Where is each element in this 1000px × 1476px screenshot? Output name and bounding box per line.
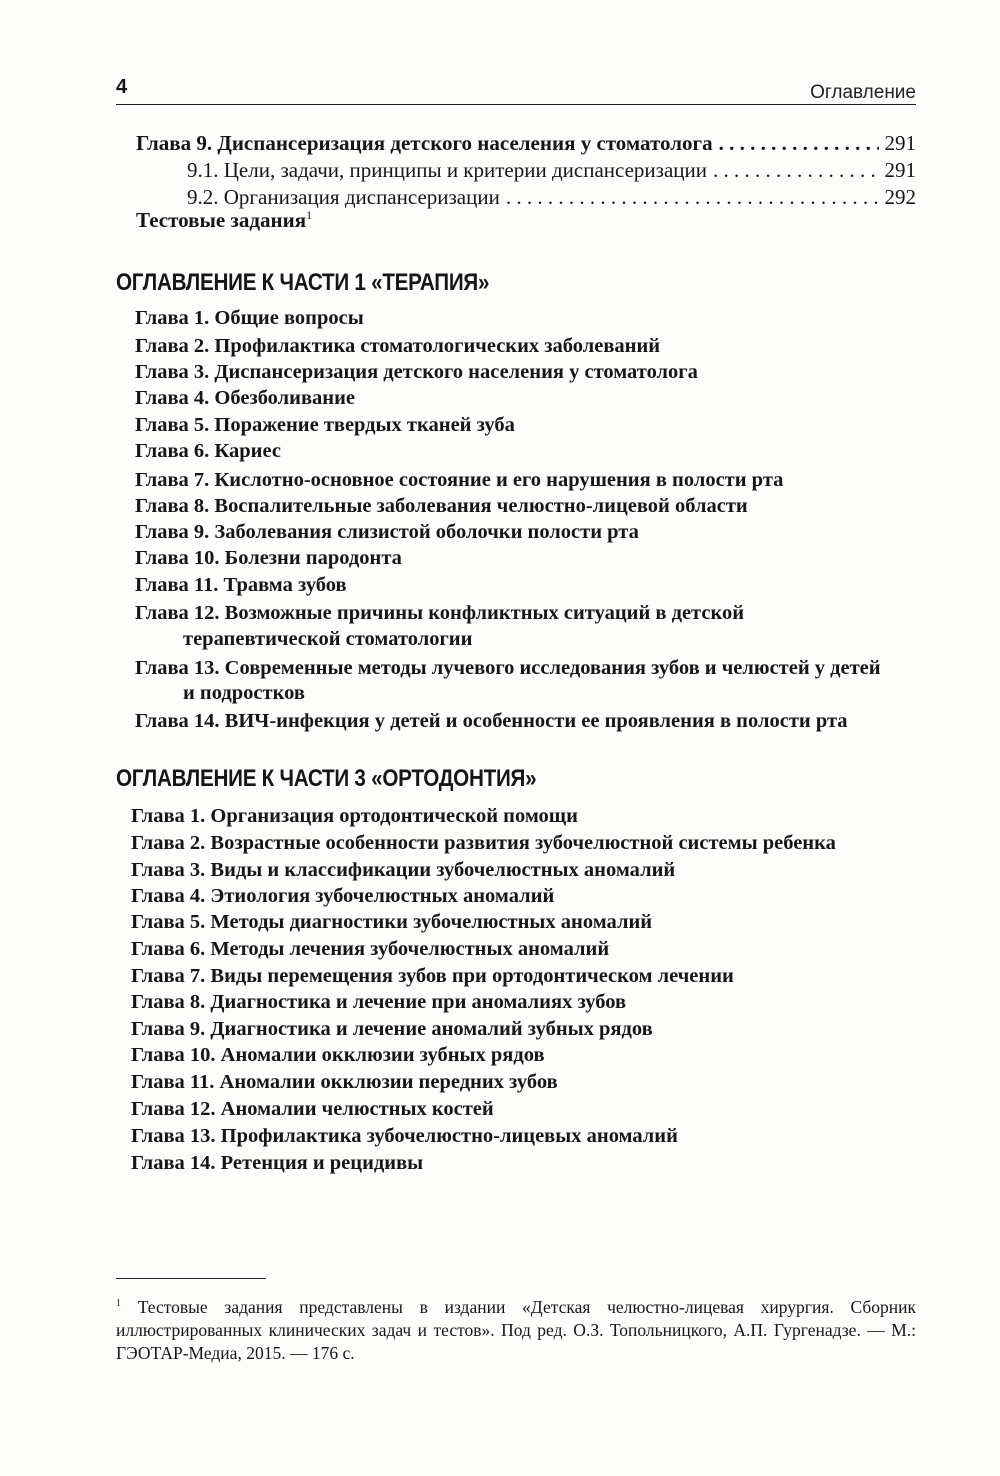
toc-entry-label: Тестовые задания (136, 208, 307, 232)
part3-chapter: Глава 8. Диагностика и лечение при аномалиях зубов (131, 991, 627, 1013)
part1-chapter: Глава 12. Возможные причины конфликтных ситуаций в детской (135, 602, 745, 624)
footnote (116, 1292, 916, 1365)
part1-chapter: Глава 14. ВИЧ-инфекция у детей и особенности ее проявления в полости рта (135, 710, 848, 732)
part1-chapter: Глава 4. Обезболивание (135, 387, 356, 409)
footnote-rule (116, 1278, 266, 1279)
part3-chapter: Глава 6. Методы лечения зубочелюстных аномалий (131, 938, 610, 960)
toc-subsection-9-1[interactable] (187, 157, 916, 183)
part3-chapter: Глава 14. Ретенция и рецидивы (131, 1152, 424, 1174)
part1-chapter-continuation: терапевтической стоматологии (183, 628, 473, 650)
part3-chapter: Глава 5. Методы диагностики зубочелюстных аномалий (131, 911, 653, 933)
part1-chapter: Глава 13. Современные методы лучевого исследования зубов и челюстей у детей (135, 657, 881, 679)
part1-chapter: Глава 7. Кислотно-основное состояние и его нарушения в полости рта (135, 469, 784, 491)
part3-chapter: Глава 2. Возрастные особенности развития зубочелюстной системы ребенка (131, 832, 836, 854)
toc-entry-label: 9.2. Организация диспансеризации (187, 185, 500, 209)
toc-chapter-9[interactable] (136, 130, 916, 156)
part1-chapter-continuation: и подростков (183, 682, 305, 704)
part3-chapter: Глава 7. Виды перемещения зубов при ортодонтическом лечении (131, 965, 734, 987)
part1-chapter: Глава 6. Кариес (135, 440, 281, 462)
part3-heading: ОГЛАВЛЕНИЕ К ЧАСТИ 3 «ОРТОДОНТИЯ» (116, 765, 537, 792)
toc-tests[interactable] (136, 208, 312, 233)
footnote-text: Тестовые задания представлены в издании «Детская челюстно-лицевая хирургия. Сборник иллюстрированных клинических задач и тестов». Под ред. О.З. Топольницкого, А.П. Гургенадзе. — М.: ГЭОТАР-Медиа, 2015. — 176 с. (116, 1296, 917, 1363)
toc-page-number: 291 (884, 131, 916, 155)
toc-page-number: 291 (884, 158, 916, 182)
footnote-ref[interactable]: 1 (306, 208, 313, 222)
part3-chapter: Глава 3. Виды и классификации зубочелюстных аномалий (131, 859, 676, 881)
part1-chapter: Глава 9. Заболевания слизистой оболочки полости рта (135, 521, 639, 543)
toc-entry-label: Глава 9. Диспансеризация детского населения у стоматолога (136, 131, 713, 155)
page-number: 4 (116, 76, 128, 98)
part3-chapter: Глава 11. Аномалии окклюзии передних зубов (131, 1071, 558, 1093)
part1-chapter: Глава 3. Диспансеризация детского населения у стоматолога (135, 361, 698, 383)
part1-chapter: Глава 1. Общие вопросы (135, 307, 364, 329)
toc-leader (719, 130, 879, 156)
running-title: Оглавление (810, 82, 916, 103)
toc-leader (506, 184, 879, 210)
toc-subsection-9-2[interactable] (187, 184, 916, 210)
part1-chapter: Глава 10. Болезни пародонта (135, 547, 402, 569)
toc-page-number: 292 (884, 185, 916, 209)
part3-chapter: Глава 13. Профилактика зубочелюстно-лицевых аномалий (131, 1125, 678, 1147)
part1-chapter: Глава 8. Воспалительные заболевания челюстно-лицевой области (135, 495, 748, 517)
part3-chapter: Глава 12. Аномалии челюстных костей (131, 1098, 494, 1120)
part3-chapter: Глава 10. Аномалии окклюзии зубных рядов (131, 1044, 545, 1066)
part1-chapter: Глава 11. Травма зубов (135, 574, 347, 596)
part1-chapter: Глава 2. Профилактика стоматологических заболеваний (135, 335, 661, 357)
part3-chapter: Глава 1. Организация ортодонтической помощи (131, 805, 578, 827)
part3-chapter: Глава 9. Диагностика и лечение аномалий зубных рядов (131, 1018, 653, 1040)
part3-chapter: Глава 4. Этиология зубочелюстных аномалий (131, 885, 555, 907)
toc-entry-label: 9.1. Цели, задачи, принципы и критерии диспансеризации (187, 158, 707, 182)
footnote-mark: 1 (116, 1298, 121, 1309)
part1-heading: ОГЛАВЛЕНИЕ К ЧАСТИ 1 «ТЕРАПИЯ» (116, 269, 490, 296)
part1-chapter: Глава 5. Поражение твердых тканей зуба (135, 414, 515, 436)
header-rule (116, 104, 916, 105)
toc-leader (713, 157, 879, 183)
